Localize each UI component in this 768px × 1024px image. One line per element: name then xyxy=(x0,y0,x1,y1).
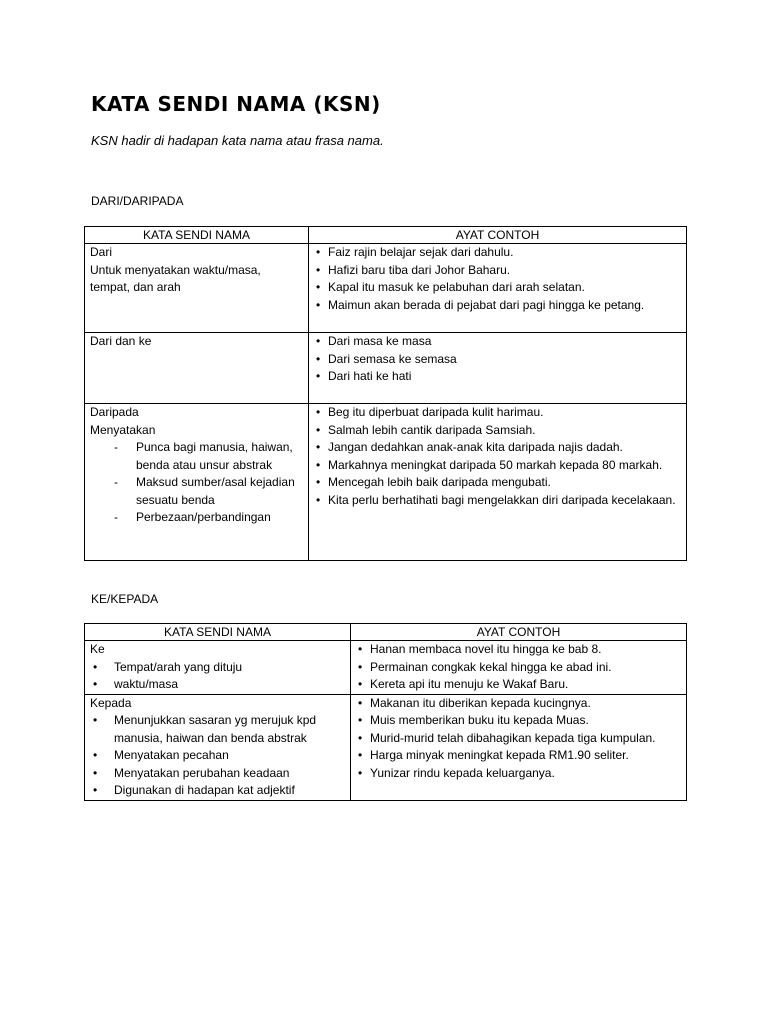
example-sentence: • Faiz rajin belajar sejak dari dahulu. xyxy=(314,244,682,262)
example-sentence: • Yunizar rindu kepada keluarganya. xyxy=(356,765,682,783)
table-header-row xyxy=(85,624,687,641)
term-description: Menyatakan xyxy=(90,422,156,437)
list-item: • Menunjukkan sasaran yg merujuk kpd manusia, haiwan dan benda abstrak xyxy=(90,712,346,747)
example-sentence: • Permainan congkak kekal hingga ke abad ini. xyxy=(356,659,682,677)
term-cell xyxy=(85,641,351,695)
column-header-kata-sendi-nama: KATA SENDI NAMA xyxy=(85,227,309,244)
example-sentence: • Muis memberikan buku itu kepada Muas. xyxy=(356,712,682,730)
term-label: Daripada xyxy=(90,405,139,419)
examples-cell xyxy=(309,244,687,333)
list-item: • waktu/masa xyxy=(90,676,346,694)
intro-text: KSN hadir di hadapan kata nama atau frasa nama. xyxy=(91,133,384,148)
term-cell xyxy=(85,333,309,404)
list-item: • Menyatakan perubahan keadaan xyxy=(90,765,346,783)
table-ke-kepada xyxy=(84,623,687,801)
table-row xyxy=(85,641,687,695)
table-row xyxy=(85,694,687,800)
list-item: • Digunakan di hadapan kat adjektif xyxy=(90,782,346,800)
section-heading-ke-kepada: KE/KEPADA xyxy=(91,592,159,606)
example-sentence: • Dari semasa ke semasa xyxy=(314,351,682,369)
term-description: Untuk menyatakan waktu/masa, xyxy=(90,262,261,277)
term-label: Kepada xyxy=(90,695,132,710)
example-sentence: • Harga minyak meningkat kepada RM1.90 seliter. xyxy=(356,747,682,765)
example-sentence: • Mencegah lebih baik daripada mengubati. xyxy=(314,474,682,492)
term-description: tempat, dan arah xyxy=(90,280,181,294)
example-sentence: • Markahnya meningkat daripada 50 markah kepada 80 markah. xyxy=(314,457,682,475)
column-header-kata-sendi-nama: KATA SENDI NAMA xyxy=(85,624,351,641)
examples-cell xyxy=(351,641,687,695)
term-cell xyxy=(85,694,351,800)
table-row xyxy=(85,244,687,333)
column-header-ayat-contoh: AYAT CONTOH xyxy=(309,227,687,244)
example-sentence: • Makanan itu diberikan kepada kucingnya. xyxy=(356,695,682,713)
term-cell xyxy=(85,244,309,333)
list-item: • Tempat/arah yang dituju xyxy=(90,659,346,677)
example-sentence: • Dari hati ke hati xyxy=(314,368,682,386)
section-heading-dari-daripada: DARI/DARIPADA xyxy=(91,194,184,208)
example-sentence: • Kapal itu masuk ke pelabuhan dari arah selatan. xyxy=(314,279,682,297)
term-label: Ke xyxy=(90,642,105,656)
example-sentence: • Salmah lebih cantik daripada Samsiah. xyxy=(314,422,682,440)
list-item: - Perbezaan/perbandingan xyxy=(90,509,304,527)
page-title: KATA SENDI NAMA (KSN) xyxy=(91,92,381,116)
list-item: - Punca bagi manusia, haiwan, benda atau unsur abstrak xyxy=(90,439,304,474)
term-label: Dari dan ke xyxy=(90,334,152,348)
example-sentence: • Hanan membaca novel itu hingga ke bab 8. xyxy=(356,641,682,659)
example-sentence: • Jangan dedahkan anak-anak kita daripada najis dadah. xyxy=(314,439,682,457)
term-label: Dari xyxy=(90,245,113,259)
column-header-ayat-contoh: AYAT CONTOH xyxy=(351,624,687,641)
list-item: - Maksud sumber/asal kejadian sesuatu benda xyxy=(90,474,304,509)
example-sentence: • Beg itu diperbuat daripada kulit harimau. xyxy=(314,404,682,422)
example-sentence: • Kereta api itu menuju ke Wakaf Baru. xyxy=(356,676,682,694)
examples-cell xyxy=(309,333,687,404)
examples-cell xyxy=(351,694,687,800)
term-cell xyxy=(85,404,309,561)
table-header-row xyxy=(85,227,687,244)
table-row xyxy=(85,333,687,404)
example-sentence: • Murid-murid telah dibahagikan kepada tiga kumpulan. xyxy=(356,730,682,748)
example-sentence: • Kita perlu berhatihati bagi mengelakkan diri daripada kecelakaan. xyxy=(314,492,682,510)
list-item: • Menyatakan pecahan xyxy=(90,747,346,765)
table-dari-daripada xyxy=(84,226,687,561)
example-sentence: • Hafizi baru tiba dari Johor Baharu. xyxy=(314,262,682,280)
examples-cell xyxy=(309,404,687,561)
table-row xyxy=(85,404,687,561)
example-sentence: • Dari masa ke masa xyxy=(314,333,682,351)
example-sentence: • Maimun akan berada di pejabat dari pagi hingga ke petang. xyxy=(314,297,682,315)
